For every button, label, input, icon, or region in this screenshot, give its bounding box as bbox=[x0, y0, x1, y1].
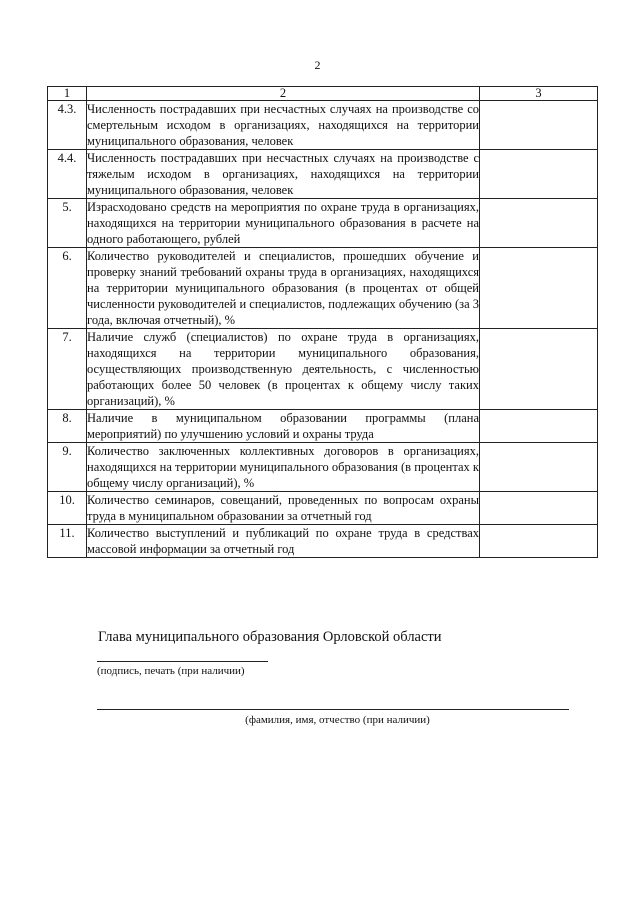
row-value-cell[interactable] bbox=[480, 199, 598, 248]
row-value-cell[interactable] bbox=[480, 492, 598, 525]
table-row bbox=[48, 101, 598, 150]
row-number: 11. bbox=[48, 525, 87, 558]
page-number: 2 bbox=[314, 58, 321, 72]
row-indicator-text: Израсходовано средств на мероприятия по охране труда в организациях, находящихся на территории муниципального образования в расчете на одного работающего, рублей bbox=[87, 200, 479, 246]
row-indicator-text: Наличие служб (специалистов) по охране труда в организациях, находящихся на территории муниципального образования, осуществляющих производственную деятельность, с численностью работающих более 50 человек (в процентах к общему числу таких организаций), % bbox=[87, 330, 479, 408]
table-row bbox=[48, 150, 598, 199]
row-number: 4.3. bbox=[48, 101, 87, 150]
table-row bbox=[48, 525, 598, 558]
row-number: 7. bbox=[48, 329, 87, 410]
row-indicator-text: Количество семинаров, совещаний, проведенных по вопросам охраны труда в муниципальном образовании за отчетный год bbox=[87, 493, 479, 523]
row-value-cell[interactable] bbox=[480, 443, 598, 492]
row-number: 5. bbox=[48, 199, 87, 248]
row-value-cell[interactable] bbox=[480, 410, 598, 443]
signature-line bbox=[97, 661, 268, 662]
header-cell-indicator: 2 bbox=[87, 87, 480, 101]
row-number: 9. bbox=[48, 443, 87, 492]
table-row bbox=[48, 329, 598, 410]
table-row bbox=[48, 199, 598, 248]
row-number: 8. bbox=[48, 410, 87, 443]
row-indicator-text: Численность пострадавших при несчастных случаях на производстве с тяжелым исходом в организациях, находящихся на территории муниципального образования, человек bbox=[87, 151, 479, 197]
table-row bbox=[48, 443, 598, 492]
row-indicator-text: Количество выступлений и публикаций по охране труда в средствах массовой информации за отчетный год bbox=[87, 526, 479, 556]
header-cell-value: 3 bbox=[480, 87, 598, 101]
table-row bbox=[48, 410, 598, 443]
header-cell-number: 1 bbox=[48, 87, 87, 101]
row-value-cell[interactable] bbox=[480, 150, 598, 199]
row-value-cell[interactable] bbox=[480, 101, 598, 150]
row-value-cell[interactable] bbox=[480, 525, 598, 558]
signature-caption: (подпись, печать (при наличии) bbox=[97, 665, 245, 677]
row-value-cell[interactable] bbox=[480, 329, 598, 410]
row-number: 6. bbox=[48, 248, 87, 329]
indicators-table bbox=[47, 86, 598, 558]
full-name-line bbox=[97, 709, 569, 710]
row-number: 10. bbox=[48, 492, 87, 525]
row-number: 4.4. bbox=[48, 150, 87, 199]
table-header-row bbox=[48, 87, 598, 101]
full-name-caption: (фамилия, имя, отчество (при наличии) bbox=[245, 714, 430, 726]
row-value-cell[interactable] bbox=[480, 248, 598, 329]
row-indicator-text: Численность пострадавших при несчастных случаях на производстве со смертельным исходом в организациях, находящихся на территории муниципального образования, человек bbox=[87, 102, 479, 148]
row-indicator-text: Наличие в муниципальном образовании программы (плана мероприятий) по улучшению условий и охраны труда bbox=[87, 411, 479, 441]
signatory-title: Глава муниципального образования Орловской области bbox=[98, 629, 442, 645]
table-row bbox=[48, 492, 598, 525]
row-indicator-text: Количество руководителей и специалистов, прошедших обучение и проверку знаний требований охраны труда в организациях, находящихся на территории муниципального образования (в процентах от общей численности руководителей и специалистов, подлежащих обучению (за 3 года, включая отчетный), % bbox=[87, 249, 479, 327]
table-row bbox=[48, 248, 598, 329]
row-indicator-text: Количество заключенных коллективных договоров в организациях, находящихся на территории муниципального образования (в процентах к общему числу организаций), % bbox=[87, 444, 479, 490]
